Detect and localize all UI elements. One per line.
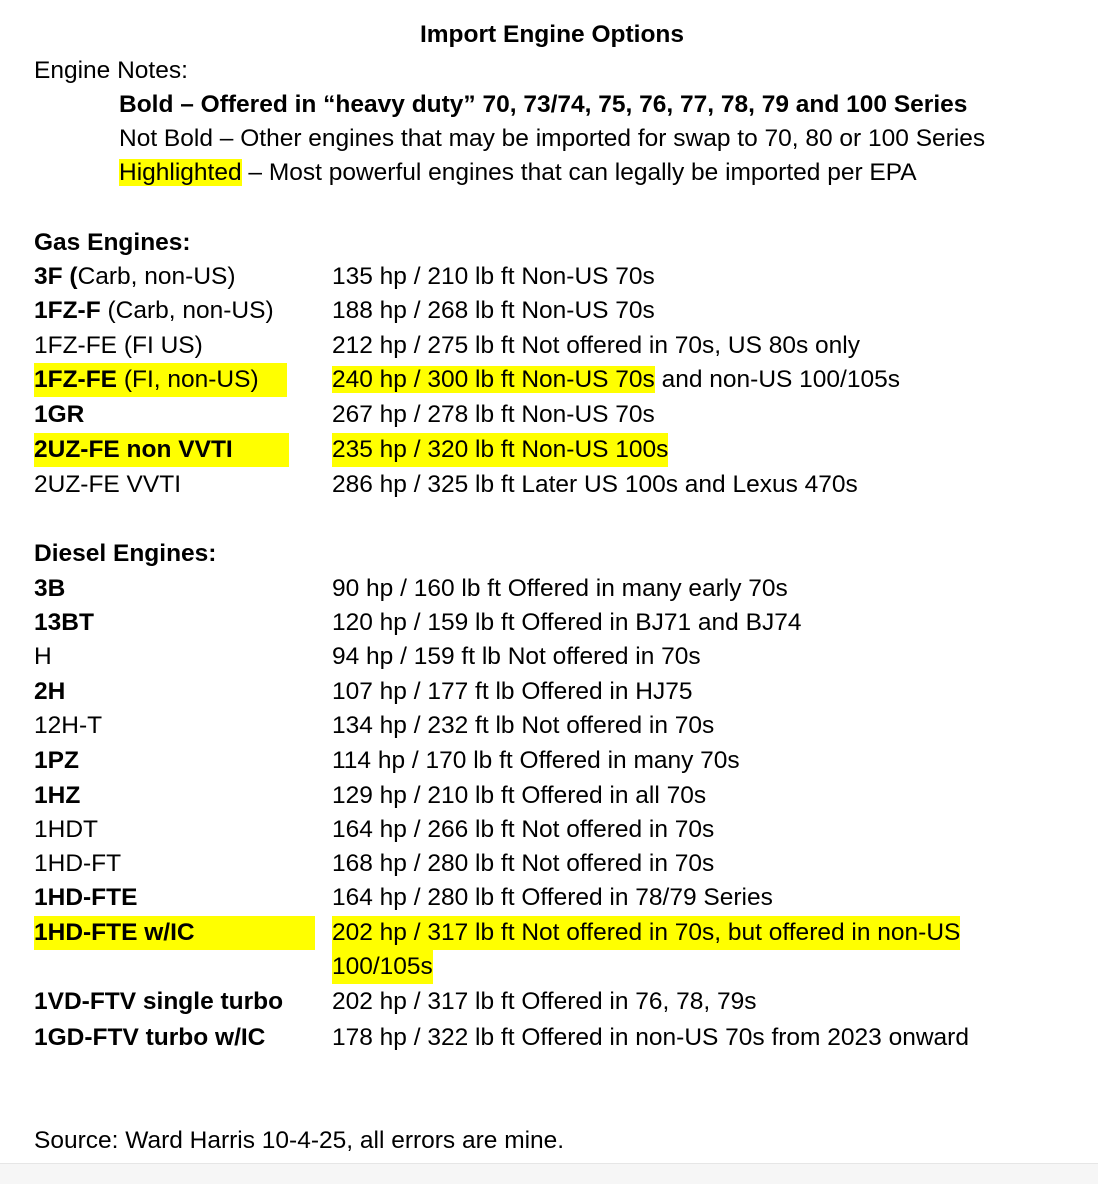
gas-row-2uz-fe-non-vvti [34,433,1084,467]
engine-spec: 267 hp / 278 lb ft Non-US 70s [332,401,655,428]
diesel-engines-heading: Diesel Engines: [34,540,217,567]
engine-spec: 94 hp / 159 ft lb Not offered in 70s [332,643,701,670]
diesel-row-13bt [34,606,1084,640]
engine-spec-continued: 100/105s [332,950,433,984]
note-bold-legend: Bold – Offered in “heavy duty” 70, 73/74, 75, 76, 77, 78, 79 and 100 Series [119,91,968,118]
engine-spec: 129 hp / 210 lb ft Offered in all 70s [332,782,707,809]
engine-name: 1FZ-FE (FI, non-US) [34,363,287,397]
gas-row-1fz-fe-nonus [34,363,1084,397]
engine-spec: 202 hp / 317 lb ft Offered in 76, 78, 79s [332,988,757,1015]
diesel-row-12h-t [34,709,1084,743]
engine-spec: 107 hp / 177 ft lb Offered in HJ75 [332,678,693,705]
diesel-row-1hd-fte [34,881,1084,915]
diesel-row-1hz [34,779,1084,813]
engine-spec: 212 hp / 275 lb ft Not offered in 70s, US 80s only [332,332,860,359]
gas-row-1gr [34,398,1084,432]
note-notbold-legend: Not Bold – Other engines that may be imported for swap to 70, 80 or 100 Series [119,125,986,152]
engine-spec: 164 hp / 280 lb ft Offered in 78/79 Series [332,884,773,911]
gas-row-3f [34,260,1084,294]
engine-spec: 134 hp / 232 ft lb Not offered in 70s [332,712,715,739]
engine-spec: 114 hp / 170 lb ft Offered in many 70s [332,747,740,774]
engine-name: 1HDT [34,816,98,843]
engine-name: 1GD-FTV turbo w/IC [34,1024,266,1051]
document-title: Import Engine Options [419,21,685,48]
highlight-legend-text: – Most powerful engines that can legally be imported per EPA [241,159,917,186]
engine-spec: 202 hp / 317 lb ft Not offered in 70s, but offered in non-US [332,916,960,950]
engine-name: 2H [34,678,66,705]
engine-spec: 90 hp / 160 lb ft Offered in many early 70s [332,575,788,602]
diesel-row-1hd-fte-ic [34,916,1084,984]
engine-spec: 188 hp / 268 lb ft Non-US 70s [332,297,655,324]
diesel-row-2h [34,675,1084,709]
gas-engines-heading: Gas Engines: [34,229,191,256]
note-highlight-legend [119,156,917,190]
diesel-row-1hd-ft [34,847,1084,881]
page-bottom-band [0,1164,1098,1184]
diesel-row-1vd-ftv [34,985,1084,1019]
engine-name: 1VD-FTV single turbo [34,988,284,1015]
engine-name: H [34,643,52,670]
engine-name: 3B [34,575,66,602]
diesel-row-3b [34,572,1084,606]
engine-spec: 135 hp / 210 lb ft Non-US 70s [332,263,655,290]
gas-row-1fz-fe-us [34,329,1084,363]
engine-name: 1HZ [34,782,81,809]
engine-spec: 235 hp / 320 lb ft Non-US 100s [332,433,668,467]
engine-spec: 120 hp / 159 lb ft Offered in BJ71 and BJ74 [332,609,802,636]
engine-name: 12H-T [34,712,103,739]
engine-spec: 164 hp / 266 lb ft Not offered in 70s [332,816,715,843]
engine-name: 1HD-FTE w/IC [34,916,315,950]
diesel-row-1gd-ftv [34,1021,1084,1055]
engine-name: 13BT [34,609,94,636]
engine-name: 1GR [34,401,85,428]
diesel-row-1pz [34,744,1084,778]
engine-name: 1HD-FTE [34,884,138,911]
gas-row-2uz-fe-vvti [34,468,1084,502]
source-note: Source: Ward Harris 10-4-25, all errors are mine. [34,1127,565,1154]
gas-row-1fz-f [34,294,1084,328]
engine-name: 2UZ-FE VVTI [34,471,182,498]
engine-spec: 240 hp / 300 lb ft Non-US 70s and non-US 100/105s [332,366,900,393]
engine-spec: 168 hp / 280 lb ft Not offered in 70s [332,850,715,877]
engine-name: 1FZ-F (Carb, non-US) [34,297,274,324]
highlight-legend-word: Highlighted [119,159,242,186]
engine-spec: 286 hp / 325 lb ft Later US 100s and Lexus 470s [332,471,858,498]
engine-name: 2UZ-FE non VVTI [34,433,289,467]
engine-name: 3F (Carb, non-US) [34,263,236,290]
engine-name: 1HD-FT [34,850,122,877]
engine-name: 1FZ-FE (FI US) [34,332,203,359]
diesel-row-h [34,640,1084,674]
engine-spec: 178 hp / 322 lb ft Offered in non-US 70s from 2023 onward [332,1024,969,1051]
diesel-row-1hdt [34,813,1084,847]
engine-notes-heading: Engine Notes: [34,57,188,84]
engine-name: 1PZ [34,747,79,774]
